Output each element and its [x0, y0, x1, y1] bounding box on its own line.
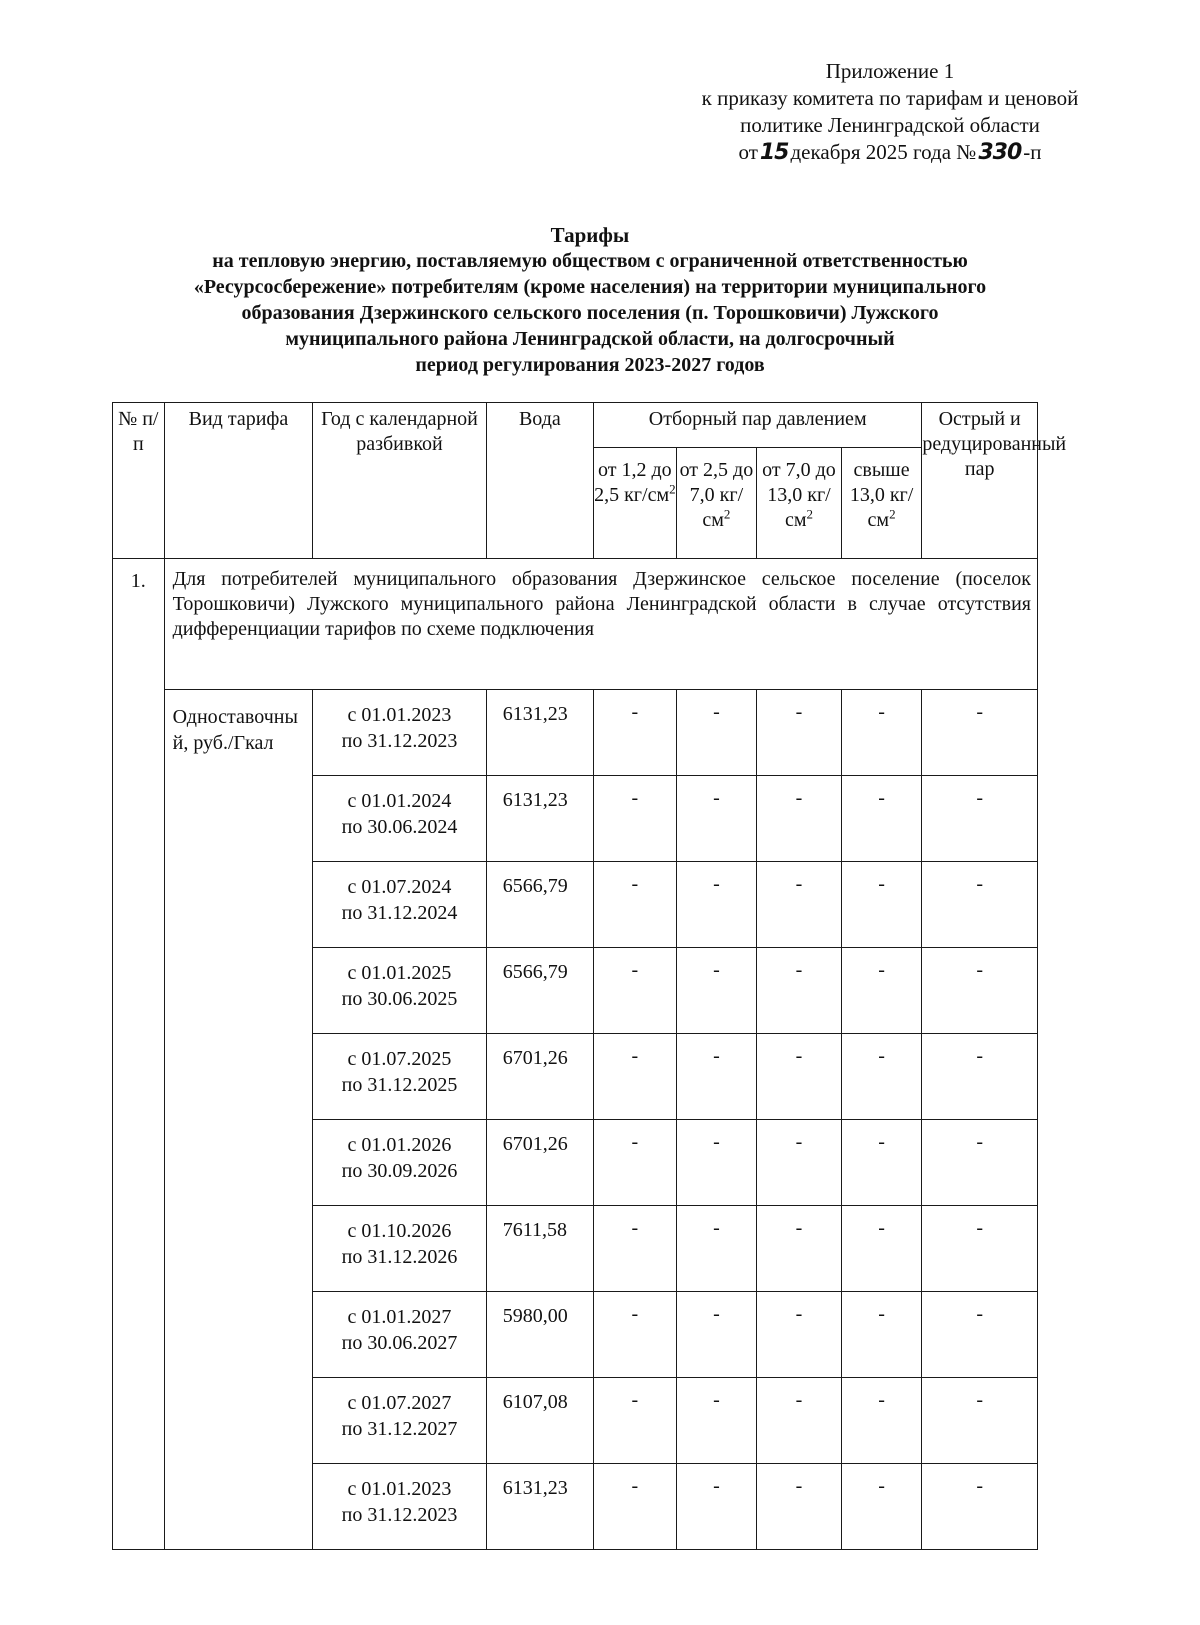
steam-tariff-cell-s2: - — [676, 1206, 757, 1292]
period-cell — [313, 1464, 486, 1550]
period-to: по 30.06.2025 — [341, 988, 458, 1010]
steam-tariff-cell-s2: - — [676, 948, 757, 1034]
steam-tariff-cell-s3: - — [757, 1206, 842, 1292]
steam-tariff-cell-s3: - — [757, 1120, 842, 1206]
order-suffix: -п — [1023, 140, 1042, 164]
title-heading: Тарифы — [550, 223, 630, 247]
period-to: по 30.06.2024 — [341, 816, 458, 838]
period-to: по 30.09.2026 — [341, 1160, 458, 1182]
water-tariff-cell: 6701,26 — [486, 1034, 593, 1120]
period-cell — [313, 948, 486, 1034]
steam-tariff-cell-s2: - — [676, 776, 757, 862]
header-steam-4 — [841, 448, 922, 559]
steam-tariff-cell-s4: - — [841, 1034, 922, 1120]
steam-tariff-cell-s2: - — [676, 1464, 757, 1550]
title-line-5: период регулирования 2023-2027 годов — [415, 354, 765, 376]
steam-tariff-cell-s1: - — [594, 1464, 677, 1550]
header-steam-group-label: Отборный пар давлением — [648, 408, 867, 430]
header-steam-group — [594, 403, 922, 448]
period-cell — [313, 862, 486, 948]
header-period-label: Год с календарной разбивкой — [321, 408, 478, 455]
period-from: с 01.01.2026 — [347, 1134, 452, 1156]
steam-tariff-cell-s3: - — [757, 690, 842, 776]
superscript: 2 — [723, 506, 731, 522]
date-prefix: от — [738, 140, 758, 164]
steam-tariff-cell-s2: - — [676, 1378, 757, 1464]
header-steam-2-label: от 2,5 до 7,0 кг/см — [679, 459, 754, 531]
steam-tariff-cell-s4: - — [841, 862, 922, 948]
water-tariff-cell: 6566,79 — [486, 862, 593, 948]
steam-tariff-cell-s3: - — [757, 862, 842, 948]
steam-tariff-cell-s4: - — [841, 1120, 922, 1206]
document-title — [120, 222, 1060, 378]
period-from: с 01.01.2023 — [347, 704, 452, 726]
steam-tariff-cell-s1: - — [594, 1378, 677, 1464]
title-line-3: образования Дзержинского сельского поселения (п. Торошковичи) Лужского — [241, 302, 939, 324]
steam-tariff-cell-s3: - — [757, 1464, 842, 1550]
period-to: по 30.06.2027 — [341, 1332, 458, 1354]
steam-tariff-cell-s4: - — [841, 1464, 922, 1550]
period-from: с 01.01.2025 — [347, 962, 452, 984]
section-description: Для потребителей муниципального образования Дзержинское сельское поселение (поселок Торошковичи) Лужского муниципального района Ленинградской области в случае отсутствия дифференциации тарифов по схеме подключения — [164, 559, 1037, 690]
steam-tariff-cell-s4: - — [841, 776, 922, 862]
header-sharp-steam-label: Острый и редуцированный пар — [922, 408, 1067, 480]
steam-tariff-cell-s1: - — [594, 776, 677, 862]
title-line-1: на тепловую энергию, поставляемую обществом с ограниченной ответственностью — [212, 250, 968, 272]
header-steam-3-label: от 7,0 до 13,0 кг/см — [762, 459, 836, 531]
header-tariff-type — [164, 403, 313, 559]
period-to: по 31.12.2026 — [341, 1246, 458, 1268]
steam-tariff-cell-s3: - — [757, 948, 842, 1034]
steam-tariff-cell-s4: - — [841, 690, 922, 776]
steam-tariff-cell-s2: - — [676, 1034, 757, 1120]
steam-tariff-cell-s4: - — [841, 1378, 922, 1464]
steam-tariff-cell-s4: - — [841, 1292, 922, 1378]
period-to: по 31.12.2024 — [341, 902, 458, 924]
period-from: с 01.07.2025 — [347, 1048, 452, 1070]
header-steam-1-label: от 1,2 до 2,5 кг/см — [594, 459, 672, 506]
steam-tariff-cell-s1: - — [594, 1120, 677, 1206]
header-steam-1 — [594, 448, 677, 559]
steam-tariff-cell-s1: - — [594, 1292, 677, 1378]
appendix-line-1: Приложение 1 — [825, 59, 955, 83]
water-tariff-cell: 5980,00 — [486, 1292, 593, 1378]
period-cell — [313, 1206, 486, 1292]
tariff-type-cell: Одноставочный, руб./Гкал — [164, 690, 313, 1550]
steam-tariff-cell-s2: - — [676, 862, 757, 948]
header-num — [113, 403, 165, 559]
title-line-2: «Ресурсосбережение» потребителям (кроме населения) на территории муниципального — [193, 276, 987, 298]
header-steam-4-label: свыше 13,0 кг/см — [849, 459, 914, 531]
steam-tariff-cell-sharp: - — [922, 1120, 1038, 1206]
period-from: с 01.07.2027 — [347, 1392, 452, 1414]
water-tariff-cell: 6131,23 — [486, 690, 593, 776]
water-tariff-cell: 6701,26 — [486, 1120, 593, 1206]
steam-tariff-cell-s3: - — [757, 1378, 842, 1464]
header-row-1 — [113, 403, 1038, 448]
period-to: по 31.12.2025 — [341, 1074, 458, 1096]
period-to: по 31.12.2023 — [341, 1504, 458, 1526]
steam-tariff-cell-s3: - — [757, 1292, 842, 1378]
water-tariff-cell: 7611,58 — [486, 1206, 593, 1292]
period-cell — [313, 1292, 486, 1378]
steam-tariff-cell-s1: - — [594, 862, 677, 948]
water-tariff-cell: 6107,08 — [486, 1378, 593, 1464]
header-steam-2 — [676, 448, 757, 559]
steam-tariff-cell-s3: - — [757, 1034, 842, 1120]
header-water-label: Вода — [518, 408, 561, 430]
period-cell — [313, 1034, 486, 1120]
steam-tariff-cell-sharp: - — [922, 1206, 1038, 1292]
period-cell — [313, 1378, 486, 1464]
steam-tariff-cell-sharp: - — [922, 1378, 1038, 1464]
header-tariff-type-label: Вид тарифа — [188, 408, 289, 430]
period-from: с 01.01.2027 — [347, 1306, 452, 1328]
steam-tariff-cell-sharp: - — [922, 1292, 1038, 1378]
header-period — [313, 403, 486, 559]
steam-tariff-cell-s1: - — [594, 948, 677, 1034]
appendix-line-2: к приказу комитета по тарифам и ценовой — [701, 86, 1079, 110]
date-middle: декабря 2025 года № — [790, 140, 977, 164]
period-from: с 01.10.2026 — [347, 1220, 452, 1242]
period-from: с 01.01.2023 — [347, 1478, 452, 1500]
period-cell — [313, 1120, 486, 1206]
steam-tariff-cell-s2: - — [676, 690, 757, 776]
superscript: 2 — [669, 481, 676, 497]
steam-tariff-cell-s1: - — [594, 1034, 677, 1120]
handwritten-order-number: 330 — [978, 140, 1022, 165]
steam-tariff-cell-sharp: - — [922, 690, 1038, 776]
water-tariff-cell: 6566,79 — [486, 948, 593, 1034]
header-sharp-steam — [922, 403, 1067, 559]
period-to: по 31.12.2023 — [341, 730, 458, 752]
superscript: 2 — [889, 506, 896, 522]
superscript: 2 — [806, 506, 813, 522]
header-water — [486, 403, 593, 559]
appendix-date-line — [640, 139, 1140, 166]
appendix-header — [640, 58, 1140, 166]
steam-tariff-cell-sharp: - — [922, 1464, 1038, 1550]
steam-tariff-cell-sharp: - — [922, 1034, 1038, 1120]
handwritten-day: 15 — [759, 140, 789, 165]
appendix-line-3: политике Ленинградской области — [740, 113, 1040, 137]
steam-tariff-cell-s2: - — [676, 1292, 757, 1378]
header-steam-3 — [757, 448, 842, 559]
water-tariff-cell: 6131,23 — [486, 776, 593, 862]
steam-tariff-cell-sharp: - — [922, 776, 1038, 862]
steam-tariff-cell-s3: - — [757, 776, 842, 862]
header-num-label: № п/п — [118, 408, 159, 455]
section-row — [113, 559, 1038, 690]
steam-tariff-cell-s1: - — [594, 690, 677, 776]
steam-tariff-cell-s1: - — [594, 1206, 677, 1292]
period-cell — [313, 776, 486, 862]
water-tariff-cell: 6131,23 — [486, 1464, 593, 1550]
steam-tariff-cell-s4: - — [841, 1206, 922, 1292]
table-row — [113, 690, 1038, 776]
period-cell — [313, 690, 486, 776]
period-from: с 01.01.2024 — [347, 790, 452, 812]
steam-tariff-cell-sharp: - — [922, 948, 1038, 1034]
period-from: с 01.07.2024 — [347, 876, 452, 898]
steam-tariff-cell-sharp: - — [922, 862, 1038, 948]
period-to: по 31.12.2027 — [341, 1418, 458, 1440]
section-number: 1. — [113, 559, 165, 1550]
steam-tariff-cell-s2: - — [676, 1120, 757, 1206]
steam-tariff-cell-s4: - — [841, 948, 922, 1034]
title-line-4: муниципального района Ленинградской области, на долгосрочный — [285, 328, 895, 350]
tariff-table — [112, 402, 1067, 1550]
